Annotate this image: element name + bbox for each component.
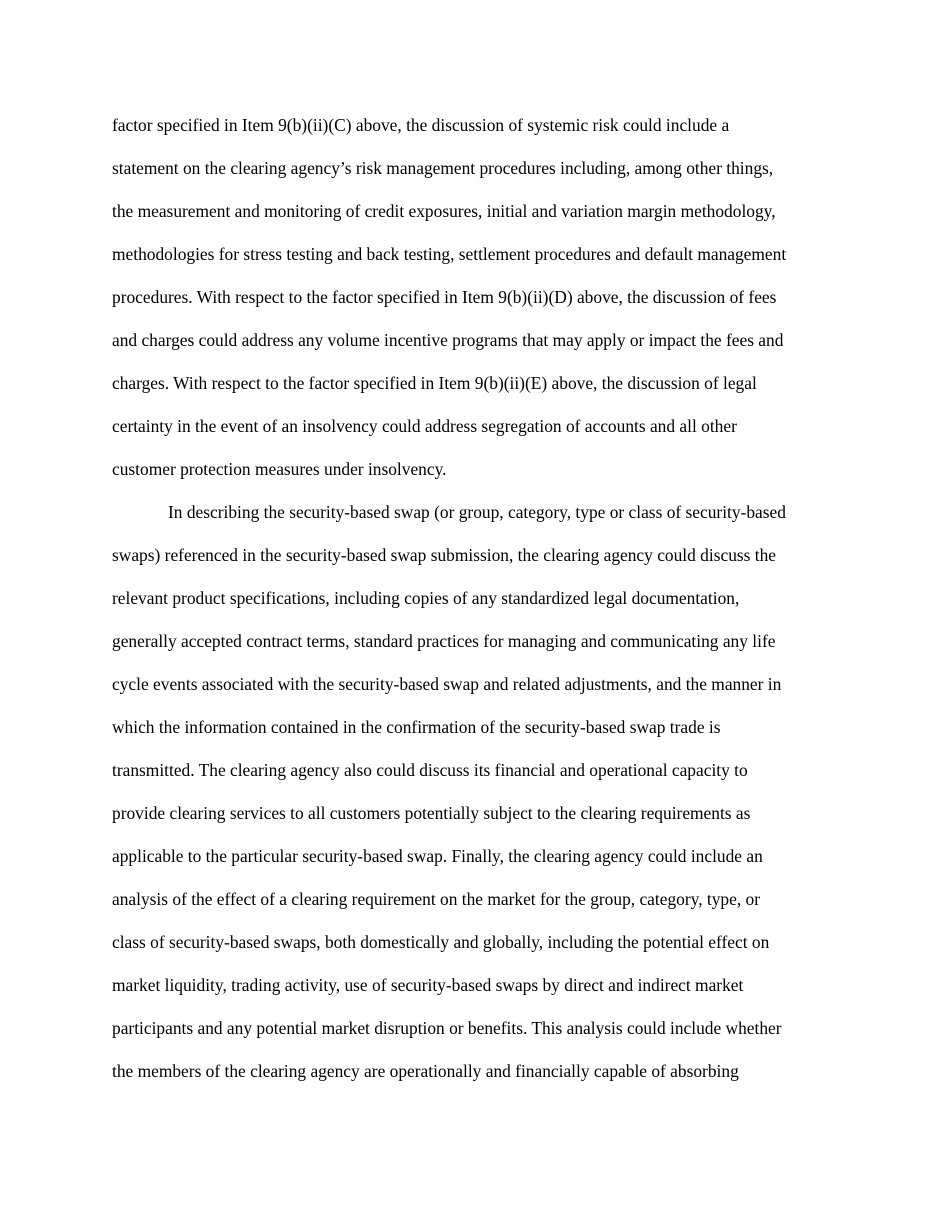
text-line: charges. With respect to the factor specified in Item 9(b)(ii)(E) above, the discussion of legal — [112, 373, 757, 393]
text-line: relevant product specifications, including copies of any standardized legal documentation, — [112, 588, 740, 608]
text-line: the measurement and monitoring of credit exposures, initial and variation margin methodology, — [112, 201, 776, 221]
text-line: swaps) referenced in the security-based swap submission, the clearing agency could discuss the — [112, 545, 777, 565]
text-line: factor specified in Item 9(b)(ii)(C) above, the discussion of systemic risk could include a — [112, 115, 730, 135]
text-line: methodologies for stress testing and back testing, settlement procedures and default management — [112, 244, 787, 264]
paragraph-systemic-risk — [112, 104, 848, 491]
text-line: analysis of the effect of a clearing requirement on the market for the group, category, type, or — [112, 889, 761, 909]
text-line: cycle events associated with the security-based swap and related adjustments, and the manner in — [112, 674, 782, 694]
text-line: participants and any potential market disruption or benefits. This analysis could include whether — [112, 1018, 782, 1038]
text-line: generally accepted contract terms, standard practices for managing and communicating any life — [112, 631, 776, 651]
text-line: and charges could address any volume incentive programs that may apply or impact the fees and — [112, 330, 784, 350]
text-line: class of security-based swaps, both domestically and globally, including the potential effect on — [112, 932, 770, 952]
text-line: the members of the clearing agency are operationally and financially capable of absorbing — [112, 1061, 739, 1081]
text-line-indented: In describing the security-based swap (or group, category, type or class of security-based — [168, 502, 786, 522]
text-line: market liquidity, trading activity, use of security-based swaps by direct and indirect market — [112, 975, 744, 995]
text-line: provide clearing services to all customers potentially subject to the clearing requirements as — [112, 803, 751, 823]
text-line: procedures. With respect to the factor specified in Item 9(b)(ii)(D) above, the discussion of fees — [112, 287, 777, 307]
text-line: applicable to the particular security-based swap. Finally, the clearing agency could include an — [112, 846, 763, 866]
paragraph-security-based-swap — [112, 491, 848, 1093]
text-line: transmitted. The clearing agency also could discuss its financial and operational capacity to — [112, 760, 748, 780]
text-line: which the information contained in the confirmation of the security-based swap trade is — [112, 717, 721, 737]
text-line: statement on the clearing agency’s risk management procedures including, among other things, — [112, 158, 774, 178]
document-body — [112, 104, 848, 1093]
text-line: certainty in the event of an insolvency could address segregation of accounts and all other — [112, 416, 737, 436]
text-line: customer protection measures under insolvency. — [112, 459, 447, 479]
